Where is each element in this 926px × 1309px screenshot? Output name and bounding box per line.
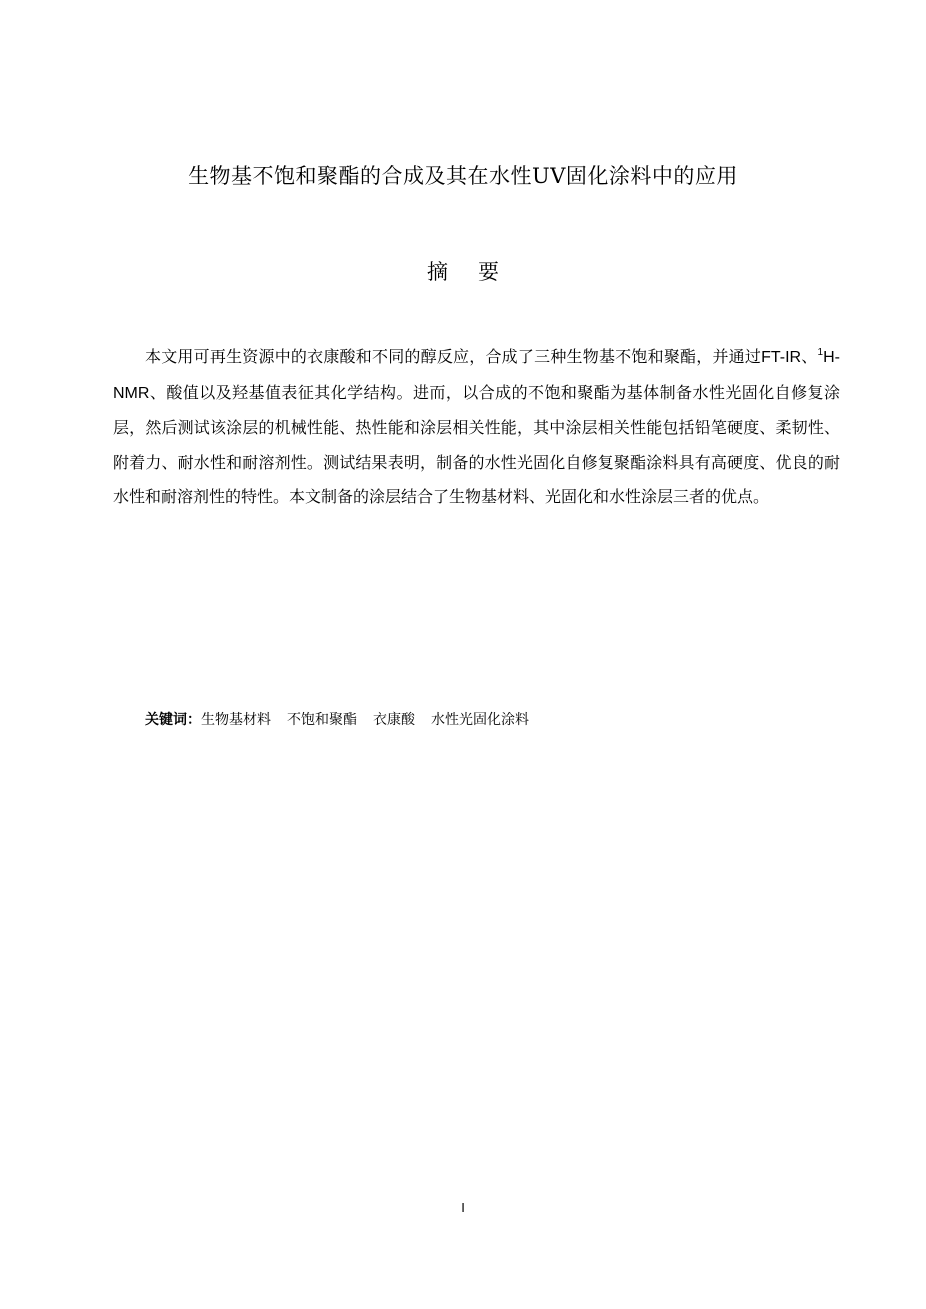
document-title: 生物基不饱和聚酯的合成及其在水性UV固化涂料中的应用 <box>188 164 738 188</box>
abstract-heading-char-1: 摘 <box>427 260 448 284</box>
abstract-separator: 、 <box>801 347 818 366</box>
keyword-item: 衣康酸 <box>373 712 415 728</box>
keywords-label: 关键词： <box>145 712 201 728</box>
abstract-hnmr-term: H-NMR <box>113 349 840 402</box>
abstract-text-part2: 、酸值以及羟基值表征其化学结构。进而，以合成的不饱和聚酯为基体制备水性光固化自修复涂层，然后测试该涂层的机械性能、热性能和涂层相关性能，其中涂层相关性能包括铅笔硬度、柔韧性、附着力、耐水性和耐溶剂性。测试结果表明，制备的水性光固化自修复聚酯涂料具有高硬度、优良的耐水性和耐溶剂性的特性。本文制备的涂层结合了生物基材料、光固化和水性涂层三者的优点。 <box>113 382 840 506</box>
page-number: I <box>461 1200 465 1215</box>
keywords-line <box>145 708 545 732</box>
keyword-item: 生物基材料 <box>201 712 271 728</box>
abstract-ftir-term: FT-IR <box>761 349 802 366</box>
abstract-heading-char-2: 要 <box>478 260 499 284</box>
abstract-paragraph <box>113 340 840 515</box>
superscript-one: 1 <box>817 347 824 358</box>
abstract-text-part1: 本文用可再生资源中的衣康酸和不同的醇反应，合成了三种生物基不饱和聚酯，并通过 <box>145 347 762 366</box>
abstract-heading <box>0 256 926 288</box>
keyword-item: 水性光固化涂料 <box>431 712 529 728</box>
keyword-item: 不饱和聚酯 <box>287 712 357 728</box>
